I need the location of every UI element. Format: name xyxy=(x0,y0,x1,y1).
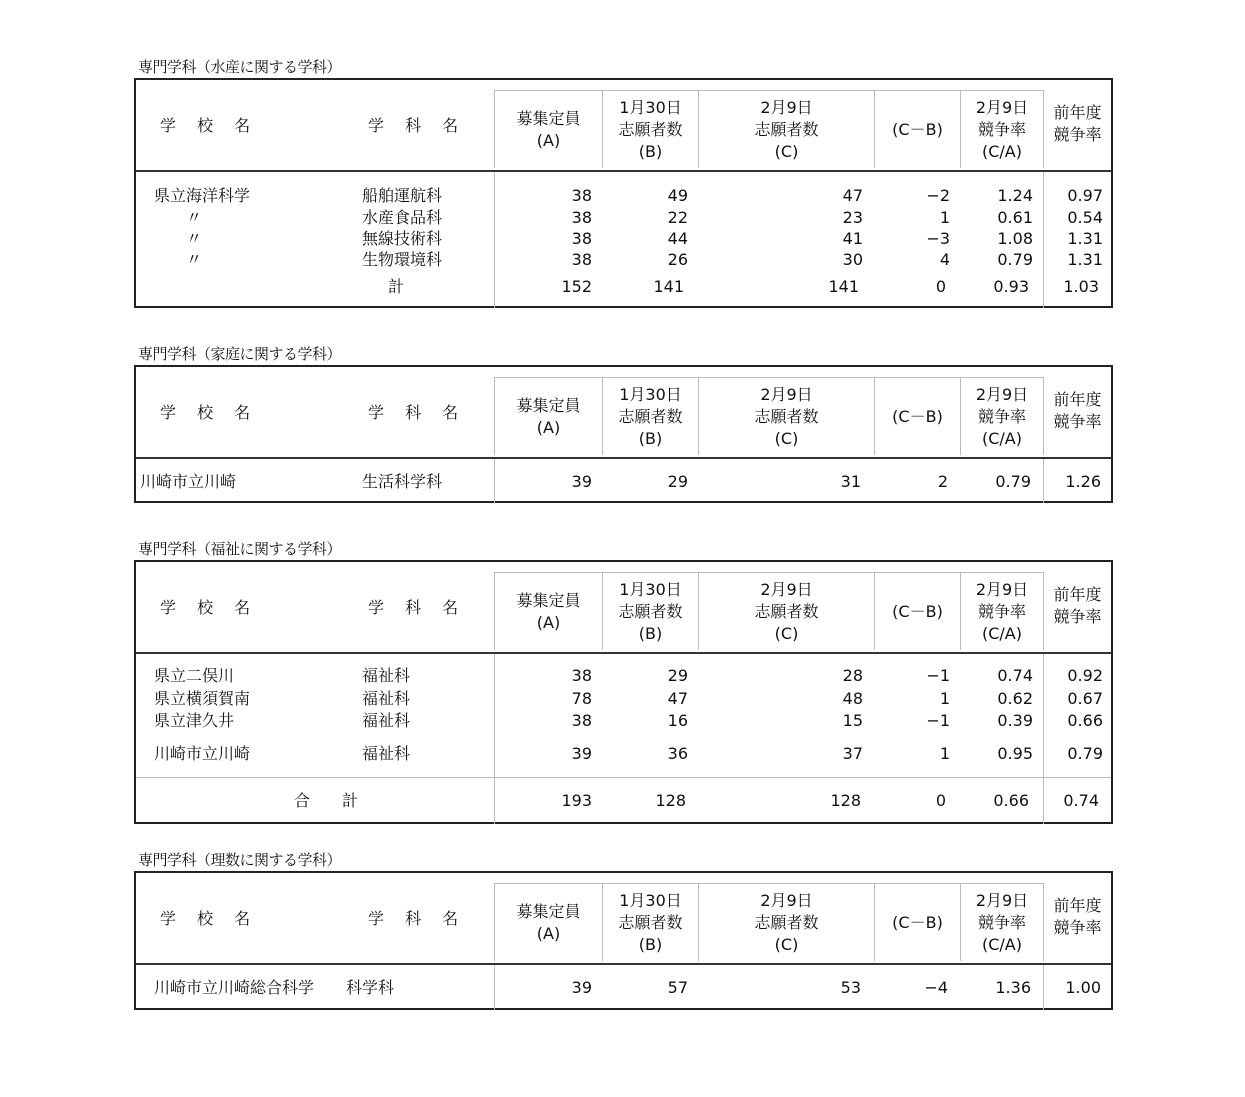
header-dept: 学 科 名 xyxy=(368,115,467,135)
welfare-table xyxy=(134,560,1113,824)
header-ratio: 2月9日 競争率 (C/A) xyxy=(960,377,1044,455)
header-capacity: 募集定員 (A) xyxy=(494,377,602,455)
header-prev: 前年度 競争率 xyxy=(1053,103,1102,144)
header-prev: 前年度 競争率 xyxy=(1053,585,1102,626)
table-body xyxy=(136,172,1111,308)
header-diff: (C－B) xyxy=(874,377,960,455)
header-school: 学 校 名 xyxy=(160,908,259,928)
science-math-table xyxy=(134,871,1113,1010)
header-ratio: 2月9日 競争率 (C/A) xyxy=(960,572,1044,650)
header-ratio: 2月9日 競争率 (C/A) xyxy=(960,883,1044,961)
total-row: 合 計 193 128 128 0 0.66 0.74 xyxy=(294,791,1099,810)
section-title: 専門学科（水産に関する学科） xyxy=(138,58,342,76)
section-title: 専門学科（家庭に関する学科） xyxy=(138,345,342,363)
header-dept: 学 科 名 xyxy=(368,908,467,928)
header-jan30: 1月30日 志願者数 (B) xyxy=(602,883,698,961)
table-row: 川崎市立川崎 生活科学科 39 29 31 2 0.79 1.26 xyxy=(140,472,1101,491)
table-header xyxy=(136,80,1111,172)
table-body xyxy=(136,965,1111,1010)
header-school: 学 校 名 xyxy=(160,115,259,135)
header-capacity: 募集定員 (A) xyxy=(494,883,602,961)
header-capacity: 募集定員 (A) xyxy=(494,90,602,168)
header-dept: 学 科 名 xyxy=(368,597,467,617)
header-capacity: 募集定員 (A) xyxy=(494,572,602,650)
table-header xyxy=(136,873,1111,965)
header-jan30: 1月30日 志願者数 (B) xyxy=(602,572,698,650)
table-body xyxy=(136,654,1111,824)
table-row: 〃 生物環境科 38 26 30 4 0.79 1.31 xyxy=(186,250,1103,269)
table-body xyxy=(136,459,1111,503)
table-row: 県立二俣川 福祉科 38 29 28 −1 0.74 0.92 xyxy=(154,666,1103,685)
total-divider xyxy=(136,777,1111,778)
table-row: 川崎市立川崎総合科学 科学科 39 57 53 −4 1.36 1.00 xyxy=(154,978,1101,997)
header-ratio: 2月9日 競争率 (C/A) xyxy=(960,90,1044,168)
table-row: 県立横須賀南 福祉科 78 47 48 1 0.62 0.67 xyxy=(154,689,1103,708)
table-row: 〃 水産食品科 38 22 23 1 0.61 0.54 xyxy=(186,208,1103,227)
header-dept: 学 科 名 xyxy=(368,402,467,422)
header-feb9: 2月9日 志願者数 (C) xyxy=(698,90,874,168)
table-row: 県立海洋科学 船舶運航科 38 49 47 −2 1.24 0.97 xyxy=(154,186,1103,205)
total-row: 計 152 141 141 0 0.93 1.03 xyxy=(388,277,1099,296)
header-school: 学 校 名 xyxy=(160,597,259,617)
table-row: 県立津久井 福祉科 38 16 15 −1 0.39 0.66 xyxy=(154,711,1103,730)
table-header xyxy=(136,367,1111,459)
header-diff: (C－B) xyxy=(874,883,960,961)
header-prev: 前年度 競争率 xyxy=(1053,896,1102,937)
home-economics-table xyxy=(134,365,1113,503)
header-diff: (C－B) xyxy=(874,572,960,650)
header-jan30: 1月30日 志願者数 (B) xyxy=(602,90,698,168)
section-title: 専門学科（福祉に関する学科） xyxy=(138,540,342,558)
header-feb9: 2月9日 志願者数 (C) xyxy=(698,572,874,650)
header-diff: (C－B) xyxy=(874,90,960,168)
section-title: 専門学科（理数に関する学科） xyxy=(138,851,342,869)
header-feb9: 2月9日 志願者数 (C) xyxy=(698,883,874,961)
table-header xyxy=(136,562,1111,654)
fisheries-table xyxy=(134,78,1113,308)
header-prev: 前年度 競争率 xyxy=(1053,390,1102,431)
table-row: 〃 無線技術科 38 44 41 −3 1.08 1.31 xyxy=(186,229,1103,248)
header-feb9: 2月9日 志願者数 (C) xyxy=(698,377,874,455)
header-jan30: 1月30日 志願者数 (B) xyxy=(602,377,698,455)
header-school: 学 校 名 xyxy=(160,402,259,422)
table-row: 川崎市立川崎 福祉科 39 36 37 1 0.95 0.79 xyxy=(154,744,1103,763)
